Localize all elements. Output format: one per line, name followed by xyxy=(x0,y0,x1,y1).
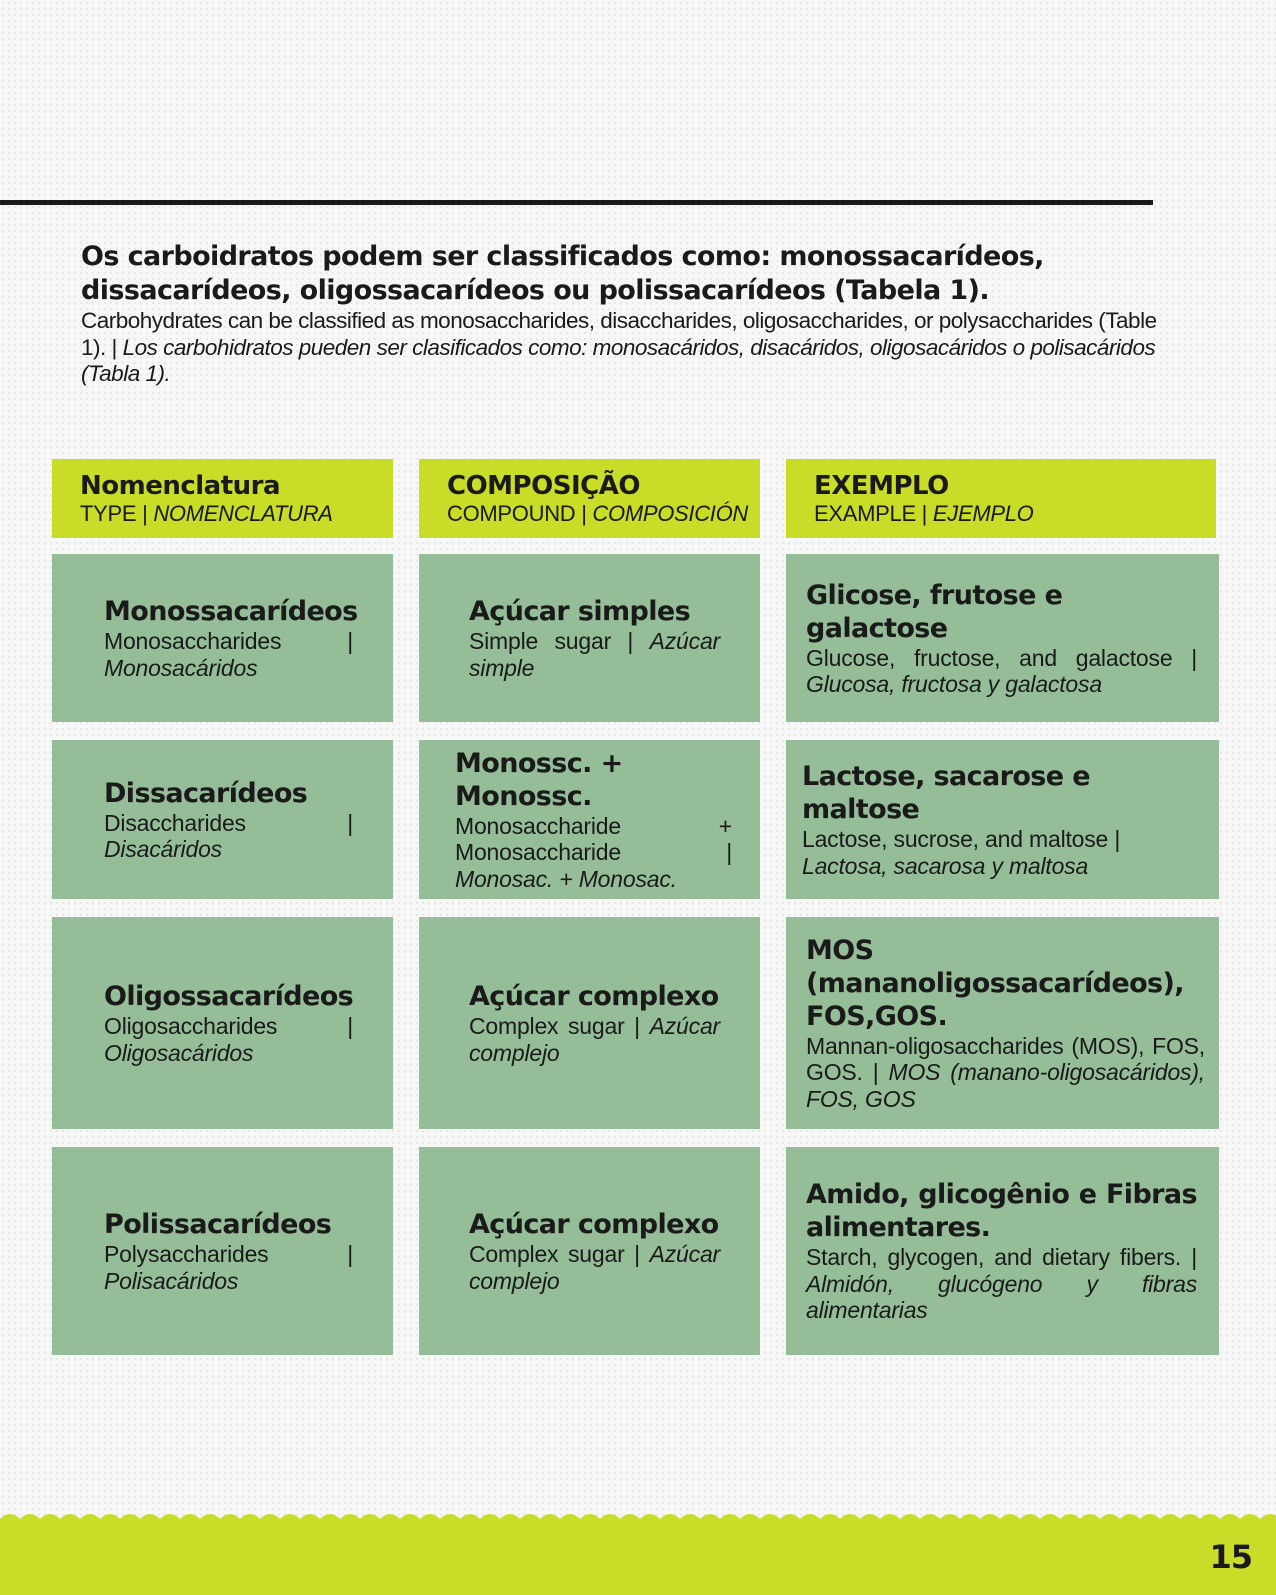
cell-english: Simple sugar | xyxy=(469,628,634,654)
header-nomenclatura xyxy=(52,459,393,538)
table-cell-example xyxy=(786,554,1219,722)
header-exemplo xyxy=(786,459,1216,538)
cell-english: Lactose, sucrose, and maltose | xyxy=(802,826,1121,852)
header-composicao xyxy=(419,459,760,538)
cell-spanish: Polisacáridos xyxy=(104,1267,239,1294)
cell-english: Glucose, fructose, and galactose | xyxy=(806,644,1197,671)
cell-title: Lactose, sacarose e maltose xyxy=(802,761,1090,825)
cell-translations xyxy=(469,1013,720,1066)
header-sub-en: TYPE | xyxy=(80,501,148,526)
cell-english: Monosaccharides | xyxy=(104,628,353,654)
cell-translations xyxy=(469,628,720,681)
cell-spanish: Monosacáridos xyxy=(104,654,258,681)
cell-title: Polissacarídeos xyxy=(104,1209,332,1240)
cell-title: Açúcar complexo xyxy=(469,981,719,1012)
header-sub-es: NOMENCLATURA xyxy=(153,501,333,526)
cell-title: Monossc. + Monossc. xyxy=(455,747,623,812)
table-cell-compound xyxy=(419,740,760,899)
cell-title: Monossacarídeos xyxy=(104,596,358,627)
header-sub-es: COMPOSICIÓN xyxy=(592,501,749,526)
cell-spanish: Azúcar simple xyxy=(469,628,720,681)
cell-translations xyxy=(802,826,1149,879)
cell-english: Mannan-oligosaccharides (MOS), FOS, GOS. | xyxy=(806,1032,1205,1086)
cell-title: Oligossacarídeos xyxy=(104,981,354,1012)
cell-title: Açúcar simples xyxy=(469,596,691,627)
intro-english: Carbohydrates can be classified as monosaccharides, disaccharides, oligosaccharides, or polysaccharides (Table 1). | xyxy=(81,308,1157,360)
cell-title: Glicose, frutose e galactose xyxy=(806,579,1063,644)
cell-translations xyxy=(455,813,732,893)
intro-portuguese: Os carboidratos podem ser classificados como: monossacarídeos, dissacarídeos, oligossacarídeos ou polissacarídeos (Tabela 1). xyxy=(81,241,1044,306)
header-sub-en: EXAMPLE | xyxy=(814,501,928,526)
table-cell-type xyxy=(52,740,393,899)
header-sub-es: EJEMPLO xyxy=(932,501,1034,526)
cell-translations xyxy=(469,1241,720,1294)
table-cell-type xyxy=(52,554,393,722)
top-divider-rule xyxy=(0,200,1153,205)
cell-english: Complex sugar | xyxy=(469,1241,640,1267)
cell-english: Starch, glycogen, and dietary fibers. | xyxy=(806,1244,1197,1271)
intro-spanish: Los carbohidratos pueden ser clasificados como: monosacáridos, disacáridos, oligosacáridos o polisacáridos (Tabla 1). xyxy=(81,334,1156,386)
cell-translations xyxy=(104,628,353,681)
cell-translations xyxy=(806,1033,1205,1113)
header-subtitle xyxy=(814,501,1216,527)
cell-spanish: Monosac. + Monosac. xyxy=(455,865,677,892)
cell-title: Dissacarídeos xyxy=(104,777,308,809)
cell-title: Açúcar complexo xyxy=(469,1209,719,1240)
table-cell-compound xyxy=(419,554,760,722)
cell-spanish: Azúcar complejo xyxy=(469,1013,720,1066)
cell-spanish: Lactosa, sacarosa y maltosa xyxy=(802,852,1089,879)
header-title: COMPOSIÇÃO xyxy=(447,471,640,501)
cell-translations xyxy=(104,810,353,863)
intro-paragraph xyxy=(81,240,1181,388)
cell-spanish: Azúcar complejo xyxy=(469,1241,720,1294)
cell-english: Complex sugar | xyxy=(469,1013,640,1039)
table-cell-compound xyxy=(419,1147,760,1355)
cell-translations xyxy=(104,1013,353,1066)
cell-spanish: Glucosa, fructosa y galactosa xyxy=(806,671,1102,697)
cell-title: Amido, glicogênio e Fibras alimentares. xyxy=(806,1179,1197,1244)
table-cell-example xyxy=(786,740,1219,899)
cell-english: Polysaccharides | xyxy=(104,1241,353,1267)
cell-english: Oligosaccharides | xyxy=(104,1013,353,1039)
cell-translations xyxy=(104,1241,353,1294)
footer-wave-band xyxy=(0,1504,1276,1595)
header-title: Nomenclatura xyxy=(80,471,281,501)
header-sub-en: COMPOUND | xyxy=(447,501,587,526)
intro-translations xyxy=(81,308,1181,388)
table-cell-type xyxy=(52,1147,393,1355)
header-title: EXEMPLO xyxy=(814,471,949,501)
cell-english: Monosaccharide + Monosaccharide | xyxy=(455,812,732,866)
page-number: 15 xyxy=(1209,1538,1252,1576)
cell-spanish: Disacáridos xyxy=(104,836,222,862)
header-subtitle xyxy=(80,501,393,527)
table-cell-example xyxy=(786,917,1219,1129)
cell-english: Disaccharides | xyxy=(104,809,353,836)
cell-title: MOS (mananoligossacarídeos), FOS,GOS. xyxy=(806,934,1184,1032)
cell-spanish: MOS (manano-oligosacáridos), FOS, GOS xyxy=(806,1059,1205,1112)
table-cell-example xyxy=(786,1147,1219,1355)
table-cell-type xyxy=(52,917,393,1129)
cell-spanish: Almidón, glucógeno y fibras alimentarias xyxy=(806,1270,1197,1324)
cell-spanish: Oligosacáridos xyxy=(104,1039,254,1066)
header-subtitle xyxy=(447,501,760,527)
cell-translations xyxy=(806,645,1197,698)
cell-translations xyxy=(806,1244,1197,1324)
table-cell-compound xyxy=(419,917,760,1129)
